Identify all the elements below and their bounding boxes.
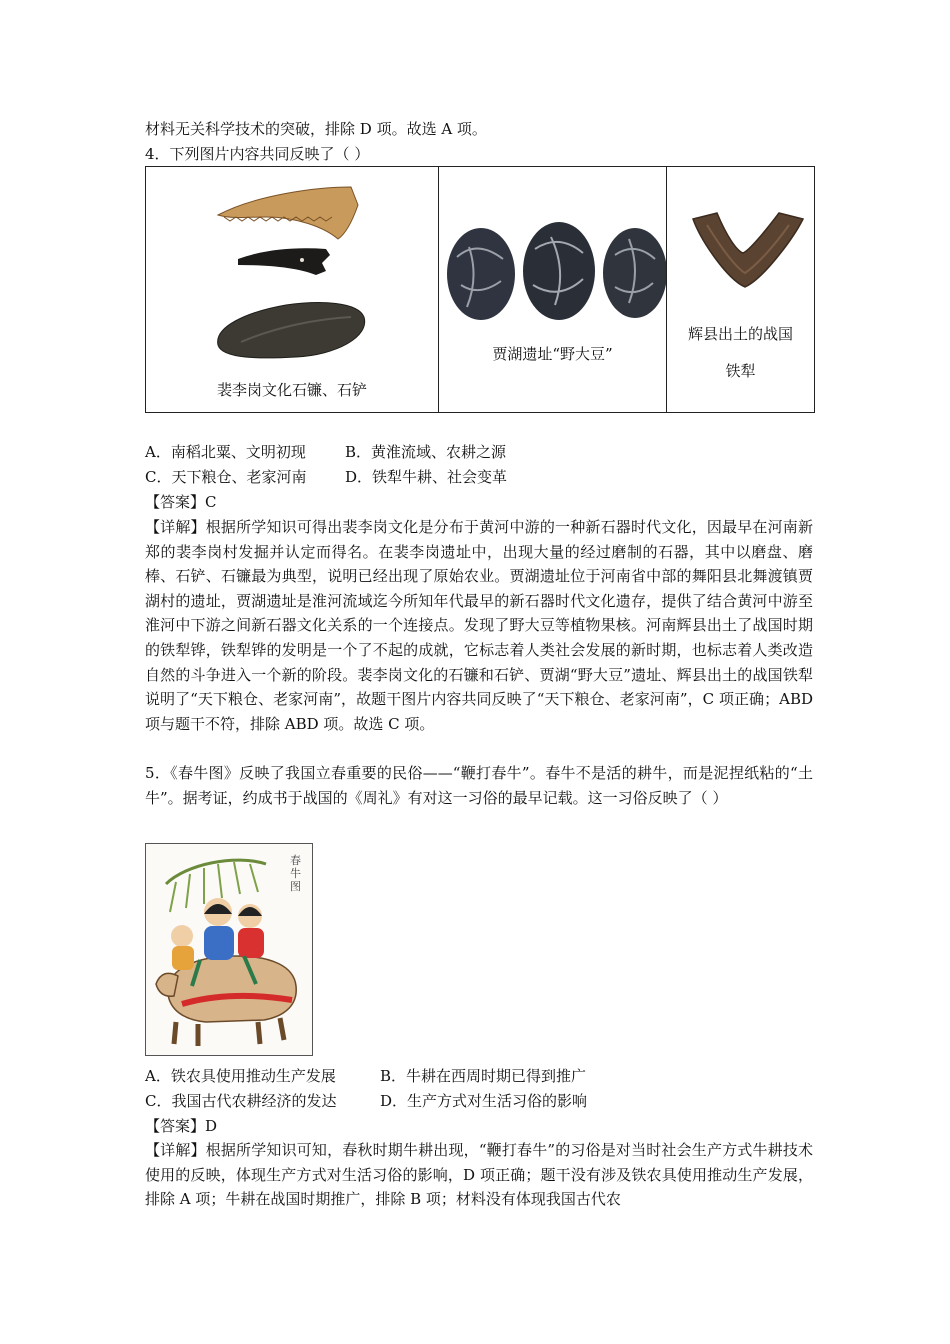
q5-stem: 5．《春牛图》反映了我国立春重要的民俗——“鞭打春牛”。春牛不是活的耕牛，而是泥捏纸粘的“土牛”。据考证，约成书于战国的《周礼》有对这一习俗的最早记载。这一习俗反映了（ ） xyxy=(145,764,813,807)
q5-options-row2 xyxy=(145,1089,587,1113)
intro-line: 材料无关科学技术的突破，排除 D 项。故选 A 项。 xyxy=(145,120,487,138)
q4-stem: 4．下列图片内容共同反映了（ ） xyxy=(145,145,370,163)
chunniu-picture xyxy=(145,843,313,1056)
q5-option-c[interactable]: C．我国古代农耕经济的发达 xyxy=(145,1092,337,1110)
q4-option-c[interactable]: C．天下粮仓、老家河南 xyxy=(145,468,307,486)
iron-plow-image xyxy=(667,167,815,297)
q4-options-row1 xyxy=(145,440,506,464)
q5-detail: 【详解】根据所学知识可知，春秋时期牛耕出现，“鞭打春牛”的习俗是对当时社会生产方式牛耕技术使用的反映，体现生产方式对生活习俗的影响，D 项正确；题干没有涉及铁农具使用推动生产发展，排除 A 项；牛耕在战国时期推广，排除 B 项；材料没有体现我国古代农 xyxy=(145,1141,813,1209)
jiahu-cell xyxy=(438,167,666,412)
q4-detail: 【详解】根据所学知识可得出裴李岗文化是分布于黄河中游的一种新石器时代文化，因最早在河南新郑的裴李岗村发掘并认定而得名。在裴李岗遗址中，出现大量的经过磨制的石器，其中以磨盘、磨棒、石铲、石镰最为典型，说明已经出现了原始农业。贾湖遗址位于河南省中部的舞阳县北舞渡镇贾湖村的遗址，贾湖遗址是淮河流域迄今所知年代最早的新石器时代文化遗存，提供了结合黄河中游至淮河中下游之间新石器文化关系的一个连接点。发现了野大豆等植物果核。河南辉县出土了战国时期的铁犁铧，铁犁铧的发明是一个了不起的成就，它标志着人类社会发展的新时期，也标志着人类改造自然的斗争进入一个新的阶段。裴李岗文化的石镰和石铲、贾湖“野大豆”遗址、辉县出土的战国铁犁说明了“天下粮仓、老家河南”，故题干图片内容共同反映了“天下粮仓、老家河南”，C 项正确；ABD 项与题干不符，排除 ABD 项。故选 C 项。 xyxy=(145,518,813,733)
q4-answer: 【答案】C xyxy=(145,493,217,511)
q5-option-b[interactable]: B．牛耕在西周时期已得到推广 xyxy=(380,1067,587,1085)
spring-ox-illustration xyxy=(146,844,313,1056)
peiligang-caption: 裴李岗文化石镰、石铲 xyxy=(216,381,367,399)
huixian-caption-line1: 辉县出土的战国 xyxy=(687,325,793,343)
q4-option-b[interactable]: B．黄淮流域、农耕之源 xyxy=(345,443,507,461)
huixian-cell xyxy=(666,167,814,412)
q5-option-a[interactable]: A．铁农具使用推动生产发展 xyxy=(145,1067,336,1085)
q4-option-a[interactable]: A．南稻北粟、文明初现 xyxy=(145,443,306,461)
stone-tools-image xyxy=(146,167,438,367)
q5-answer: 【答案】D xyxy=(145,1117,218,1135)
q5-option-d[interactable]: D．生产方式对生活习俗的影响 xyxy=(380,1092,588,1110)
wild-soybean-image xyxy=(439,167,667,327)
chunniu-title: 春牛图 xyxy=(290,854,301,893)
q5-options-row1 xyxy=(145,1064,586,1088)
huixian-caption-line2: 铁犁 xyxy=(725,362,756,380)
peiligang-cell xyxy=(146,167,438,412)
q4-options-row2 xyxy=(145,465,507,489)
q4-figure-table xyxy=(145,166,815,413)
q4-option-d[interactable]: D．铁犁牛耕、社会变革 xyxy=(345,468,508,486)
jiahu-caption: 贾湖遗址“野大豆” xyxy=(492,345,613,363)
